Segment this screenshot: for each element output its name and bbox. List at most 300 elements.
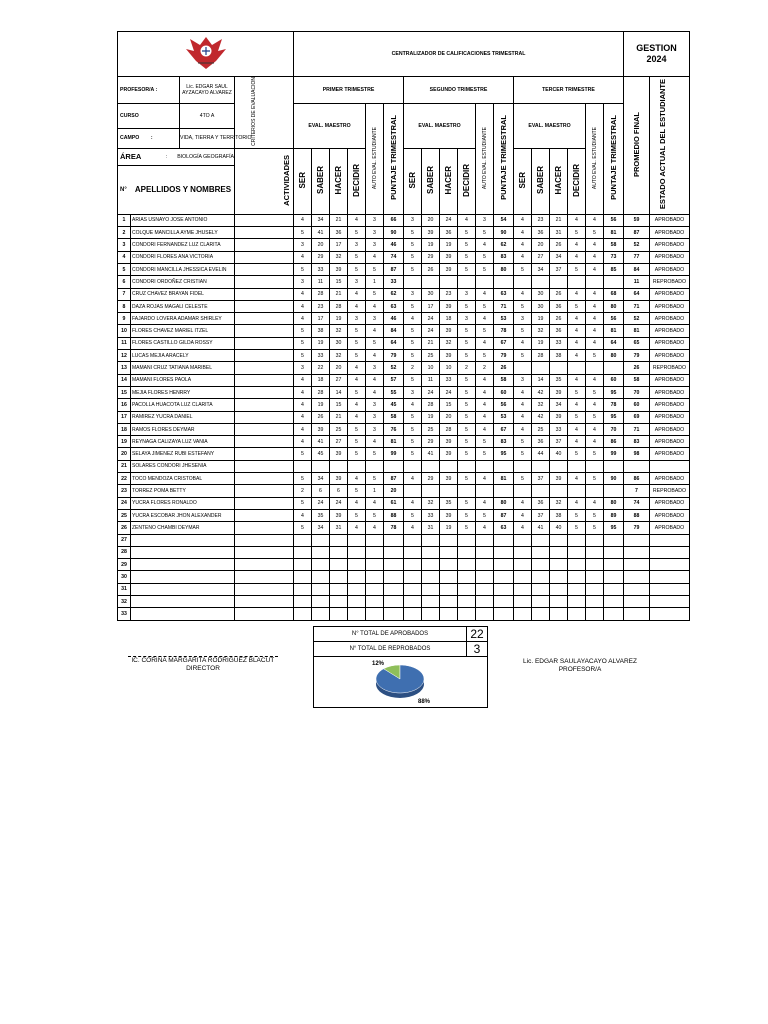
row-number: 21 xyxy=(118,460,131,472)
t1-puntaje: 58 xyxy=(384,411,404,423)
t3-puntaje: 73 xyxy=(604,251,624,263)
activity-cell xyxy=(235,300,294,312)
t2-score: 5 xyxy=(476,436,494,448)
status-badge: APROBADO xyxy=(650,497,690,509)
t2-puntaje xyxy=(494,583,514,595)
row-number: 5 xyxy=(118,264,131,276)
t3-puntaje: 78 xyxy=(604,399,624,411)
t1-score: 4 xyxy=(294,386,312,398)
t3-score: 37 xyxy=(550,264,568,276)
t2-score: 5 xyxy=(404,264,422,276)
t1-puntaje: 66 xyxy=(384,214,404,226)
promedio-final: 7 xyxy=(624,485,650,497)
t2-score: 5 xyxy=(458,300,476,312)
t1-puntaje: 78 xyxy=(384,522,404,534)
student-name xyxy=(131,546,235,558)
t1-puntaje xyxy=(384,559,404,571)
row-number: 20 xyxy=(118,448,131,460)
promedio-final: 98 xyxy=(624,448,650,460)
t3-score xyxy=(532,596,550,608)
promedio-final: 52 xyxy=(624,239,650,251)
t3-score xyxy=(550,559,568,571)
t2-score xyxy=(476,559,494,571)
t2-score: 36 xyxy=(440,227,458,239)
t2-puntaje: 80 xyxy=(494,497,514,509)
promedio-final: 87 xyxy=(624,227,650,239)
t2-score: 33 xyxy=(440,374,458,386)
t2-score: 5 xyxy=(458,497,476,509)
table-row xyxy=(118,264,690,276)
t1-score: 5 xyxy=(348,509,366,521)
table-row xyxy=(118,337,690,349)
t3-score xyxy=(568,608,586,620)
t1-score: 39 xyxy=(330,509,348,521)
student-name xyxy=(131,608,235,620)
t2-score: 39 xyxy=(422,227,440,239)
t2-score: 20 xyxy=(422,214,440,226)
t2-score: 4 xyxy=(476,374,494,386)
t2-puntaje: 87 xyxy=(494,509,514,521)
student-name: LUCAS MEJIA ARACELY xyxy=(131,350,235,362)
t2-puntaje: 83 xyxy=(494,436,514,448)
activity-cell xyxy=(235,608,294,620)
t2-puntaje xyxy=(494,460,514,472)
t2-puntaje xyxy=(494,534,514,546)
t2-score: 3 xyxy=(404,214,422,226)
t3-score: 5 xyxy=(514,300,532,312)
t2-score: 24 xyxy=(422,325,440,337)
t2-score: 5 xyxy=(476,251,494,263)
t2-score: 3 xyxy=(476,214,494,226)
student-name xyxy=(131,571,235,583)
profesor-name: Lic. EDGAR SAULAYACAYO ALVAREZ xyxy=(523,658,637,665)
col-hacer-1: HACER xyxy=(330,148,348,214)
t1-score xyxy=(312,596,330,608)
t2-score: 4 xyxy=(476,497,494,509)
t2-score: 19 xyxy=(440,239,458,251)
col-ser-2: SER xyxy=(404,148,422,214)
t3-score xyxy=(550,362,568,374)
t1-puntaje xyxy=(384,546,404,558)
row-number: 11 xyxy=(118,337,131,349)
t2-score: 29 xyxy=(422,251,440,263)
status-badge: APROBADO xyxy=(650,436,690,448)
activity-cell xyxy=(235,485,294,497)
logo-cell xyxy=(118,32,294,77)
student-name: REYNAGA CALIZAYA LUZ VANIA xyxy=(131,436,235,448)
t2-score: 24 xyxy=(440,386,458,398)
auto-eval-1: AUTO EVAL. ESTUDIANTE xyxy=(366,104,384,215)
col-decidir-2: DECIDIR xyxy=(458,148,476,214)
t1-score: 17 xyxy=(312,313,330,325)
t2-puntaje: 81 xyxy=(494,473,514,485)
t2-score: 5 xyxy=(458,350,476,362)
t3-score xyxy=(568,546,586,558)
t1-score: 4 xyxy=(366,436,384,448)
t2-score xyxy=(440,596,458,608)
t1-score: 29 xyxy=(312,251,330,263)
t3-puntaje: 86 xyxy=(604,436,624,448)
t3-puntaje xyxy=(604,534,624,546)
t2-puntaje xyxy=(494,596,514,608)
promedio-final: 84 xyxy=(624,264,650,276)
t3-score: 33 xyxy=(550,337,568,349)
area-value: : BIOLOGÍA GEOGRAFÍA xyxy=(165,153,234,160)
t3-score: 4 xyxy=(514,411,532,423)
t3-score xyxy=(586,546,604,558)
t1-score: 3 xyxy=(366,399,384,411)
table-row xyxy=(118,583,690,595)
t3-puntaje xyxy=(604,559,624,571)
t1-score xyxy=(312,559,330,571)
t3-score: 5 xyxy=(586,522,604,534)
t1-score: 21 xyxy=(330,288,348,300)
t3-score xyxy=(586,534,604,546)
t2-score: 4 xyxy=(476,313,494,325)
status-badge: APROBADO xyxy=(650,374,690,386)
t3-score: 5 xyxy=(586,386,604,398)
puntaje-2: PUNTAJE TRIMESTRAL xyxy=(494,104,514,215)
t2-score: 5 xyxy=(458,374,476,386)
student-name: SELAYA JIMENEZ RUBI ESTEFANY xyxy=(131,448,235,460)
t1-score: 1 xyxy=(366,485,384,497)
num-label: N° xyxy=(120,186,127,193)
t1-score: 23 xyxy=(312,300,330,312)
t3-score: 3 xyxy=(514,313,532,325)
t3-puntaje: 95 xyxy=(604,386,624,398)
col-ser-3: SER xyxy=(514,148,532,214)
profesora-label: PROFESOR/A : xyxy=(118,77,180,104)
table-row xyxy=(118,460,690,472)
t1-puntaje xyxy=(384,460,404,472)
t1-puntaje: 81 xyxy=(384,436,404,448)
t1-puntaje: 46 xyxy=(384,313,404,325)
t3-score: 44 xyxy=(532,448,550,460)
t3-score: 21 xyxy=(550,214,568,226)
t3-puntaje: 80 xyxy=(604,300,624,312)
t3-score xyxy=(514,571,532,583)
t1-score: 19 xyxy=(312,337,330,349)
t1-puntaje xyxy=(384,608,404,620)
t2-score: 4 xyxy=(404,473,422,485)
t2-score: 39 xyxy=(440,264,458,276)
t3-puntaje xyxy=(604,276,624,288)
activity-cell xyxy=(235,583,294,595)
t3-score xyxy=(568,276,586,288)
t2-score: 10 xyxy=(422,362,440,374)
t3-score: 4 xyxy=(514,386,532,398)
t1-score: 3 xyxy=(366,423,384,435)
student-name: DAZA ROJAS MAGALI CELESTE xyxy=(131,300,235,312)
t1-score: 15 xyxy=(330,399,348,411)
t3-score: 4 xyxy=(586,251,604,263)
t1-score xyxy=(312,546,330,558)
t3-score xyxy=(586,276,604,288)
pie-slice-aprobados xyxy=(376,665,424,693)
t3-score: 23 xyxy=(532,214,550,226)
row-number: 25 xyxy=(118,509,131,521)
t3-score xyxy=(568,485,586,497)
table-row xyxy=(118,300,690,312)
activity-cell xyxy=(235,386,294,398)
t3-score: 37 xyxy=(532,509,550,521)
row-number: 26 xyxy=(118,522,131,534)
t2-score xyxy=(422,596,440,608)
status-badge xyxy=(650,534,690,546)
t2-score: 5 xyxy=(476,448,494,460)
table-row xyxy=(118,522,690,534)
t3-score: 5 xyxy=(586,509,604,521)
activity-cell xyxy=(235,264,294,276)
t2-score: 20 xyxy=(440,411,458,423)
promedio-final: 71 xyxy=(624,423,650,435)
t3-score: 40 xyxy=(550,448,568,460)
t1-score: 21 xyxy=(330,214,348,226)
promedio-final: 83 xyxy=(624,436,650,448)
t2-score xyxy=(458,608,476,620)
t2-puntaje: 26 xyxy=(494,362,514,374)
t3-score xyxy=(550,485,568,497)
t1-score: 5 xyxy=(348,485,366,497)
t2-score xyxy=(404,596,422,608)
t3-score: 4 xyxy=(568,313,586,325)
table-row xyxy=(118,571,690,583)
t2-score xyxy=(440,276,458,288)
t2-score: 5 xyxy=(476,300,494,312)
t2-score: 5 xyxy=(404,374,422,386)
t2-score xyxy=(404,571,422,583)
t3-score: 5 xyxy=(586,411,604,423)
t1-score: 4 xyxy=(366,300,384,312)
t1-score: 24 xyxy=(312,497,330,509)
gestion-cell xyxy=(624,32,690,77)
col-hacer-2: HACER xyxy=(440,148,458,214)
t3-score xyxy=(514,559,532,571)
t2-score: 5 xyxy=(476,509,494,521)
t3-score xyxy=(532,546,550,558)
t2-score: 11 xyxy=(422,374,440,386)
t2-score: 5 xyxy=(458,386,476,398)
t2-score xyxy=(476,608,494,620)
table-row xyxy=(118,448,690,460)
activity-cell xyxy=(235,411,294,423)
t3-puntaje: 95 xyxy=(604,411,624,423)
status-badge: APROBADO xyxy=(650,251,690,263)
t2-score: 5 xyxy=(404,411,422,423)
t1-score: 20 xyxy=(312,239,330,251)
table-row xyxy=(118,227,690,239)
row-number: 3 xyxy=(118,239,131,251)
activity-cell xyxy=(235,350,294,362)
t2-score: 4 xyxy=(404,399,422,411)
t2-puntaje: 62 xyxy=(494,239,514,251)
estado-header: ESTADO ACTUAL DEL ESTUDIANTE xyxy=(650,77,690,215)
t1-score: 32 xyxy=(330,350,348,362)
activity-cell xyxy=(235,288,294,300)
t3-puntaje: 56 xyxy=(604,313,624,325)
t1-puntaje: 76 xyxy=(384,423,404,435)
t3-puntaje: 80 xyxy=(604,350,624,362)
t2-score: 2 xyxy=(458,362,476,374)
t3-score: 4 xyxy=(514,522,532,534)
t1-score: 1 xyxy=(366,276,384,288)
t3-score xyxy=(586,583,604,595)
t1-score xyxy=(294,571,312,583)
t1-score: 5 xyxy=(294,337,312,349)
table-row xyxy=(118,362,690,374)
col-hacer-3: HACER xyxy=(550,148,568,214)
t3-puntaje xyxy=(604,485,624,497)
t3-score: 40 xyxy=(550,522,568,534)
t2-puntaje xyxy=(494,571,514,583)
t3-puntaje xyxy=(604,460,624,472)
t3-score xyxy=(568,559,586,571)
activity-cell xyxy=(235,227,294,239)
row-number: 32 xyxy=(118,596,131,608)
t2-score xyxy=(440,559,458,571)
t2-puntaje: 56 xyxy=(494,399,514,411)
t3-score xyxy=(550,534,568,546)
t2-score: 4 xyxy=(476,337,494,349)
t2-score xyxy=(476,534,494,546)
t3-score: 4 xyxy=(586,325,604,337)
grade-sheet xyxy=(117,31,687,621)
t1-score: 4 xyxy=(366,522,384,534)
t2-puntaje: 58 xyxy=(494,374,514,386)
t1-score: 34 xyxy=(312,522,330,534)
t1-puntaje: 45 xyxy=(384,399,404,411)
t1-score: 4 xyxy=(348,522,366,534)
t2-score: 5 xyxy=(458,509,476,521)
activity-cell xyxy=(235,374,294,386)
t2-puntaje xyxy=(494,608,514,620)
t2-score: 25 xyxy=(422,423,440,435)
t2-score xyxy=(458,546,476,558)
t2-puntaje: 67 xyxy=(494,423,514,435)
t2-puntaje: 63 xyxy=(494,288,514,300)
t3-score: 4 xyxy=(586,399,604,411)
t1-score: 5 xyxy=(366,448,384,460)
t1-score: 3 xyxy=(348,239,366,251)
t3-score: 38 xyxy=(550,509,568,521)
t2-score: 5 xyxy=(458,448,476,460)
status-badge: APROBADO xyxy=(650,423,690,435)
t1-score xyxy=(294,559,312,571)
t1-score: 3 xyxy=(294,276,312,288)
t2-score xyxy=(422,460,440,472)
t3-score xyxy=(550,546,568,558)
t3-puntaje: 99 xyxy=(604,448,624,460)
status-badge: APROBADO xyxy=(650,350,690,362)
auto-eval-3: AUTO EVAL. ESTUDIANTE xyxy=(586,104,604,215)
t1-score: 33 xyxy=(312,350,330,362)
puntaje-3: PUNTAJE TRIMESTRAL xyxy=(604,104,624,215)
student-name: SOLARES CONDORI JHESENIA xyxy=(131,460,235,472)
t2-score: 19 xyxy=(422,239,440,251)
t3-score xyxy=(586,460,604,472)
t1-score xyxy=(366,608,384,620)
t1-score: 2 xyxy=(294,485,312,497)
t2-score xyxy=(422,276,440,288)
status-badge: APROBADO xyxy=(650,288,690,300)
aprobados-label: N° TOTAL DE APROBADOS xyxy=(314,627,467,641)
table-row xyxy=(118,423,690,435)
t1-score: 4 xyxy=(366,497,384,509)
t3-score: 4 xyxy=(586,214,604,226)
t1-score xyxy=(366,534,384,546)
promedio-final: 74 xyxy=(624,497,650,509)
t1-score xyxy=(366,460,384,472)
t2-score: 5 xyxy=(476,350,494,362)
t2-score: 4 xyxy=(476,386,494,398)
t3-score: 34 xyxy=(532,264,550,276)
t2-score: 29 xyxy=(422,473,440,485)
director-role: DIRECTOR xyxy=(186,665,220,672)
status-badge: APROBADO xyxy=(650,264,690,276)
status-badge: APROBADO xyxy=(650,313,690,325)
activity-cell xyxy=(235,571,294,583)
t3-score: 19 xyxy=(532,337,550,349)
t3-score: 38 xyxy=(550,350,568,362)
t3-score xyxy=(532,276,550,288)
t3-score: 39 xyxy=(550,473,568,485)
status-badge: APROBADO xyxy=(650,300,690,312)
t2-puntaje: 95 xyxy=(494,448,514,460)
t1-score: 5 xyxy=(366,264,384,276)
t1-score: 4 xyxy=(294,436,312,448)
t3-score: 25 xyxy=(532,423,550,435)
t3-score xyxy=(550,596,568,608)
row-number: 24 xyxy=(118,497,131,509)
t3-score xyxy=(532,571,550,583)
t1-score xyxy=(312,583,330,595)
status-badge: APROBADO xyxy=(650,325,690,337)
col-saber-1: SABER xyxy=(312,148,330,214)
t1-score: 4 xyxy=(294,374,312,386)
t1-score: 4 xyxy=(294,423,312,435)
row-number: 7 xyxy=(118,288,131,300)
puntaje-1: PUNTAJE TRIMESTRAL xyxy=(384,104,404,215)
t1-score: 6 xyxy=(312,485,330,497)
t1-score: 5 xyxy=(294,350,312,362)
t3-score xyxy=(532,608,550,620)
t2-score: 5 xyxy=(404,300,422,312)
t2-score: 4 xyxy=(476,411,494,423)
t3-puntaje: 81 xyxy=(604,325,624,337)
t3-score: 4 xyxy=(568,239,586,251)
t2-score: 18 xyxy=(440,313,458,325)
t3-puntaje xyxy=(604,596,624,608)
t1-score: 45 xyxy=(312,448,330,460)
t3-score: 4 xyxy=(586,436,604,448)
t3-score: 5 xyxy=(568,411,586,423)
t2-score xyxy=(404,546,422,558)
status-badge xyxy=(650,596,690,608)
t3-score: 4 xyxy=(514,227,532,239)
t2-score: 5 xyxy=(404,509,422,521)
status-badge: APROBADO xyxy=(650,448,690,460)
t3-score xyxy=(568,571,586,583)
t3-score: 4 xyxy=(568,374,586,386)
t1-score: 18 xyxy=(312,374,330,386)
t3-score: 4 xyxy=(514,423,532,435)
t1-score: 4 xyxy=(348,288,366,300)
t3-score: 37 xyxy=(550,436,568,448)
student-name: ARIAS USNAYO JOSE ANTONIO xyxy=(131,214,235,226)
t2-score: 32 xyxy=(422,497,440,509)
t1-score xyxy=(312,608,330,620)
t3-score: 36 xyxy=(532,227,550,239)
